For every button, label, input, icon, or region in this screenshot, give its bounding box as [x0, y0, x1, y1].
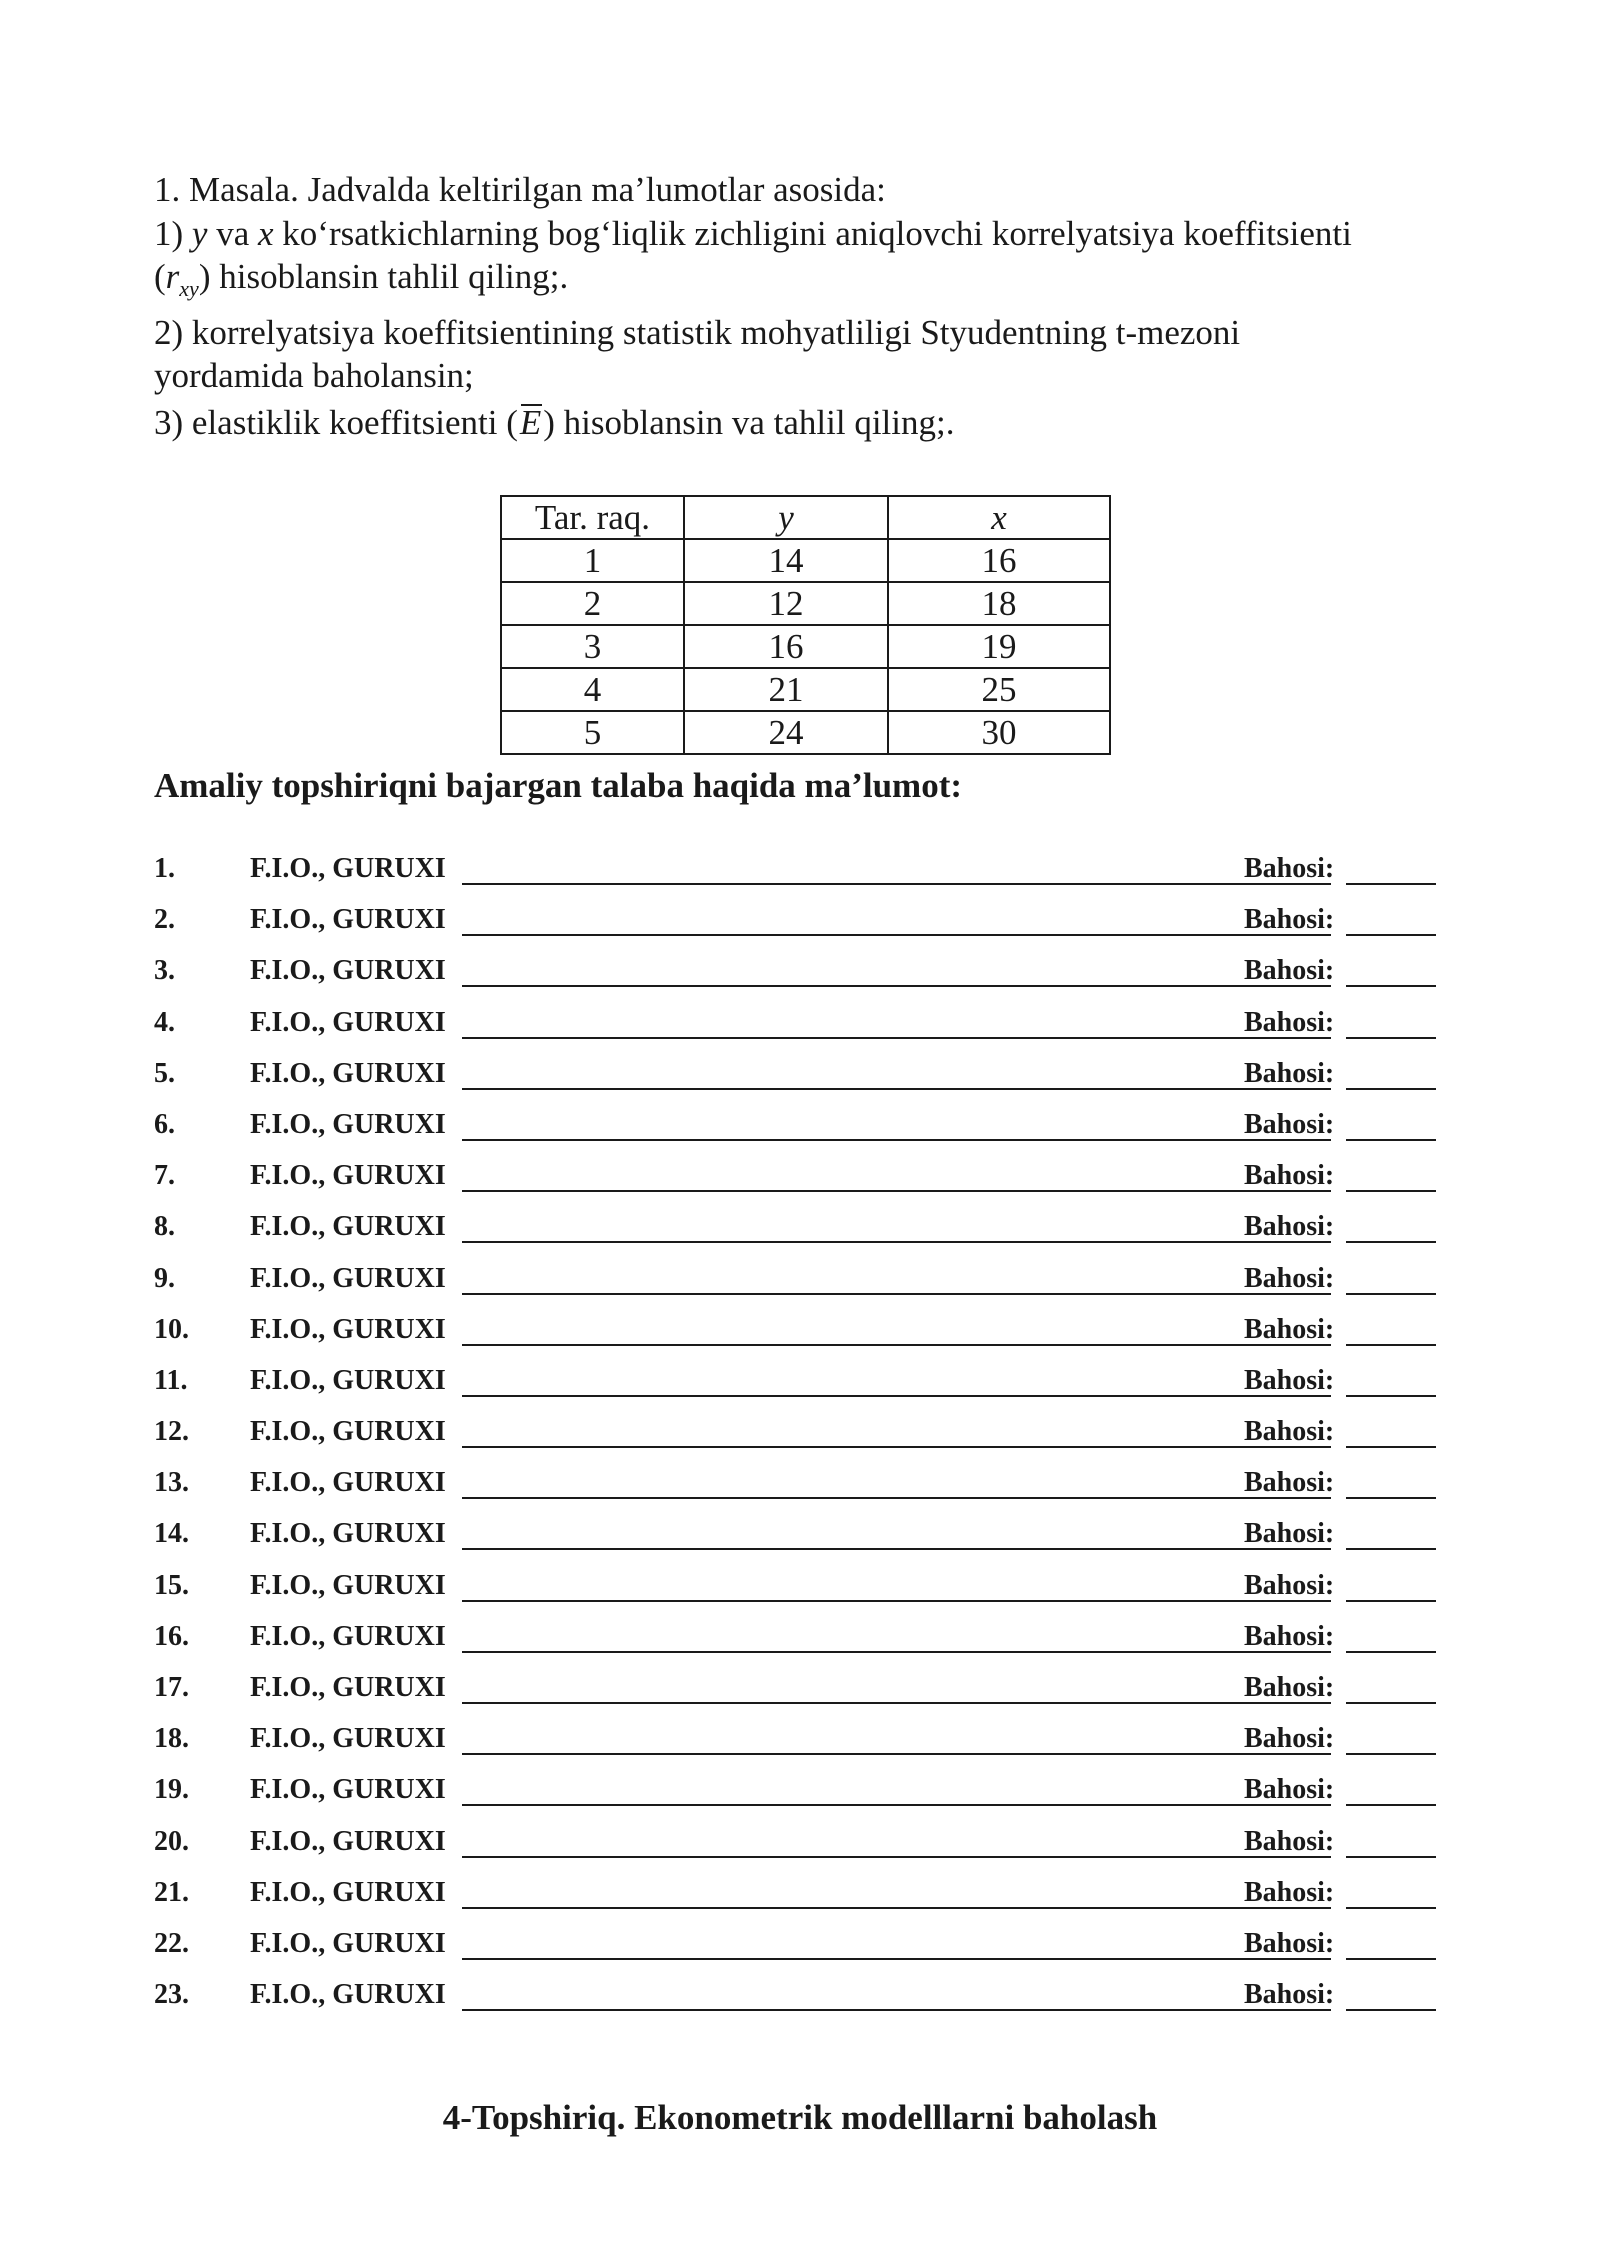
- task-line-2-end: ko‘rsatkichlarning bog‘liqlik zichligini aniqlovchi korrelyatsiya koeffitsienti: [273, 213, 1352, 253]
- table-row: [501, 711, 1110, 754]
- row-number: 16.: [154, 1620, 189, 1652]
- task-line-2: [154, 212, 1474, 256]
- table-header-cell: y: [684, 496, 888, 539]
- grade-label: Bahosi:: [1244, 1518, 1335, 1550]
- task-description: [154, 168, 1474, 444]
- student-row: [154, 1979, 1454, 2030]
- grade-input-line[interactable]: [1346, 1241, 1436, 1243]
- table-cell: 18: [888, 582, 1110, 625]
- grade-input-line[interactable]: [1346, 883, 1436, 885]
- grade-label: Bahosi:: [1244, 1006, 1335, 1038]
- task-line-6: [154, 401, 1474, 445]
- grade-label: Bahosi:: [1244, 955, 1335, 987]
- table-row: [501, 539, 1110, 582]
- fio-input-line[interactable]: [462, 1344, 1331, 1346]
- fio-label: F.I.O., GURUXI: [250, 1979, 446, 2011]
- table-header-cell: Tar. raq.: [501, 496, 684, 539]
- task-line-2-mid: va: [207, 213, 258, 253]
- row-number: 20.: [154, 1825, 189, 1857]
- grade-input-line[interactable]: [1346, 1600, 1436, 1602]
- student-row: [154, 853, 1454, 904]
- grade-input-line[interactable]: [1346, 1293, 1436, 1295]
- grade-label: Bahosi:: [1244, 1211, 1335, 1243]
- grade-input-line[interactable]: [1346, 1702, 1436, 1704]
- student-row: [154, 1314, 1454, 1365]
- row-number: 12.: [154, 1416, 189, 1448]
- fio-label: F.I.O., GURUXI: [250, 904, 446, 936]
- fio-input-line[interactable]: [462, 883, 1331, 885]
- row-number: 9.: [154, 1262, 175, 1294]
- var-y: y: [191, 213, 208, 253]
- grade-label: Bahosi:: [1244, 1057, 1335, 1089]
- data-table: [500, 495, 1111, 755]
- grade-label: Bahosi:: [1244, 1876, 1335, 1908]
- grade-label: Bahosi:: [1244, 1108, 1335, 1140]
- paren-open: (: [154, 257, 166, 296]
- row-number: 11.: [154, 1364, 188, 1396]
- student-row: [154, 1570, 1454, 1621]
- fio-label: F.I.O., GURUXI: [250, 1672, 446, 1703]
- row-number: 22.: [154, 1927, 189, 1959]
- table-cell: 1: [501, 539, 684, 582]
- fio-label: F.I.O., GURUXI: [250, 1620, 446, 1652]
- row-number: 10.: [154, 1313, 189, 1345]
- grade-input-line[interactable]: [1346, 2009, 1436, 2011]
- row-number: 5.: [154, 1057, 175, 1089]
- table-cell: 16: [888, 539, 1110, 582]
- grade-label: Bahosi:: [1244, 1723, 1335, 1755]
- table-cell: 30: [888, 711, 1110, 754]
- section-heading: Amaliy topshiriqni bajargan talaba haqida ma’lumot:: [154, 766, 963, 805]
- fio-label: F.I.O., GURUXI: [250, 1876, 446, 1908]
- grade-input-line[interactable]: [1346, 1344, 1436, 1346]
- task-line-6-end: ) hisoblansin va tahlil qiling;.: [543, 402, 955, 442]
- row-number: 4.: [154, 1006, 175, 1038]
- fio-label: F.I.O., GURUXI: [250, 1774, 446, 1806]
- student-row: [154, 955, 1454, 1006]
- fio-label: F.I.O., GURUXI: [250, 1569, 446, 1601]
- grade-input-line[interactable]: [1346, 1088, 1436, 1090]
- grade-input-line[interactable]: [1346, 1037, 1436, 1039]
- student-row: [154, 1467, 1454, 1518]
- fio-input-line[interactable]: [462, 1907, 1331, 1909]
- fio-label: F.I.O., GURUXI: [250, 1927, 446, 1959]
- grade-label: Bahosi:: [1244, 853, 1335, 884]
- grade-label: Bahosi:: [1244, 1569, 1335, 1601]
- student-row: [154, 1723, 1454, 1774]
- row-number: 23.: [154, 1979, 189, 2011]
- row-number: 13.: [154, 1467, 189, 1499]
- fio-label: F.I.O., GURUXI: [250, 1467, 446, 1499]
- grade-input-line[interactable]: [1346, 1753, 1436, 1755]
- grade-input-line[interactable]: [1346, 1548, 1436, 1550]
- fio-label: F.I.O., GURUXI: [250, 1518, 446, 1550]
- table-row: [501, 582, 1110, 625]
- fio-input-line[interactable]: [462, 1497, 1331, 1499]
- fio-input-line[interactable]: [462, 1600, 1331, 1602]
- table-cell: 25: [888, 668, 1110, 711]
- table-cell: 21: [684, 668, 888, 711]
- grade-label: Bahosi:: [1244, 1979, 1335, 2011]
- grade-label: Bahosi:: [1244, 1927, 1335, 1959]
- row-number: 8.: [154, 1211, 175, 1243]
- table-row: [501, 668, 1110, 711]
- student-row: [154, 1007, 1454, 1058]
- student-row: [154, 1774, 1454, 1825]
- table-cell: 2: [501, 582, 684, 625]
- fio-label: F.I.O., GURUXI: [250, 1723, 446, 1755]
- grade-label: Bahosi:: [1244, 1672, 1335, 1703]
- fio-input-line[interactable]: [462, 1702, 1331, 1704]
- fio-input-line[interactable]: [462, 1139, 1331, 1141]
- grade-label: Bahosi:: [1244, 1620, 1335, 1652]
- task-line-3: [154, 255, 1474, 311]
- fio-label: F.I.O., GURUXI: [250, 1262, 446, 1294]
- student-row: [154, 1211, 1454, 1262]
- grade-input-line[interactable]: [1346, 1856, 1436, 1858]
- student-list: [154, 853, 1454, 2030]
- fio-input-line[interactable]: [462, 1088, 1331, 1090]
- fio-input-line[interactable]: [462, 1548, 1331, 1550]
- student-row: [154, 1621, 1454, 1672]
- grade-label: Bahosi:: [1244, 1160, 1335, 1192]
- grade-label: Bahosi:: [1244, 1774, 1335, 1806]
- grade-input-line[interactable]: [1346, 1395, 1436, 1397]
- fio-label: F.I.O., GURUXI: [250, 1006, 446, 1038]
- row-number: 3.: [154, 955, 175, 987]
- fio-input-line[interactable]: [462, 1241, 1331, 1243]
- table-cell: 14: [684, 539, 888, 582]
- fio-label: F.I.O., GURUXI: [250, 1160, 446, 1192]
- fio-input-line[interactable]: [462, 1395, 1331, 1397]
- row-number: 7.: [154, 1160, 175, 1192]
- task-line-3-rest: ) hisoblansin tahlil qiling;.: [198, 257, 569, 296]
- student-row: [154, 904, 1454, 955]
- table-header-cell: x: [888, 496, 1110, 539]
- fio-input-line[interactable]: [462, 1958, 1331, 1960]
- row-number: 6.: [154, 1108, 175, 1140]
- table-cell: 16: [684, 625, 888, 668]
- grade-input-line[interactable]: [1346, 1958, 1436, 1960]
- student-row: [154, 1877, 1454, 1928]
- grade-label: Bahosi:: [1244, 1313, 1335, 1345]
- table-header-row: [501, 496, 1110, 539]
- fio-input-line[interactable]: [462, 1651, 1331, 1653]
- fio-input-line[interactable]: [462, 1856, 1331, 1858]
- grade-input-line[interactable]: [1346, 1804, 1436, 1806]
- fio-input-line[interactable]: [462, 2009, 1331, 2011]
- task-line-1: 1. Masala. Jadvalda keltirilgan ma’lumotlar asosida:: [154, 170, 886, 209]
- fio-label: F.I.O., GURUXI: [250, 1825, 446, 1857]
- fio-label: F.I.O., GURUXI: [250, 955, 446, 987]
- task-line-4: 2) korrelyatsiya koeffitsientining statistik mohyatliligi Styudentning t-mezoni: [154, 312, 1241, 352]
- row-number: 15.: [154, 1569, 189, 1601]
- row-number: 17.: [154, 1672, 189, 1703]
- student-row: [154, 1416, 1454, 1467]
- grade-input-line[interactable]: [1346, 1907, 1436, 1909]
- table-row: [501, 625, 1110, 668]
- grade-input-line[interactable]: [1346, 934, 1436, 936]
- grade-label: Bahosi:: [1244, 1262, 1335, 1294]
- fio-input-line[interactable]: [462, 1190, 1331, 1192]
- row-number: 1.: [154, 853, 175, 884]
- fio-label: F.I.O., GURUXI: [250, 1416, 446, 1448]
- fio-input-line[interactable]: [462, 1804, 1331, 1806]
- table-cell: 24: [684, 711, 888, 754]
- grade-label: Bahosi:: [1244, 1467, 1335, 1499]
- student-row: [154, 1928, 1454, 1979]
- student-row: [154, 1109, 1454, 1160]
- fio-label: F.I.O., GURUXI: [250, 1364, 446, 1396]
- row-number: 18.: [154, 1723, 189, 1755]
- table-cell: 3: [501, 625, 684, 668]
- grade-label: Bahosi:: [1244, 904, 1335, 936]
- row-number: 19.: [154, 1774, 189, 1806]
- var-r-subscript: xy: [179, 276, 199, 301]
- task-line-6-start: 3) elastiklik koeffitsienti (: [154, 402, 518, 442]
- row-number: 14.: [154, 1518, 189, 1550]
- grade-label: Bahosi:: [1244, 1416, 1335, 1448]
- var-e-bar: E: [518, 401, 543, 445]
- grade-label: Bahosi:: [1244, 1364, 1335, 1396]
- fio-input-line[interactable]: [462, 1293, 1331, 1295]
- fio-input-line[interactable]: [462, 1446, 1331, 1448]
- table-cell: 12: [684, 582, 888, 625]
- task-line-5: yordamida baholansin;: [154, 356, 474, 395]
- fio-input-line[interactable]: [462, 985, 1331, 987]
- row-number: 2.: [154, 904, 175, 936]
- table-cell: 4: [501, 668, 684, 711]
- grade-input-line[interactable]: [1346, 1497, 1436, 1499]
- footer-title: 4-Topshiriq. Ekonometrik modelllarni baholash: [442, 2098, 1158, 2137]
- row-number: 21.: [154, 1876, 189, 1908]
- fio-input-line[interactable]: [462, 934, 1331, 936]
- grade-input-line[interactable]: [1346, 1446, 1436, 1448]
- table-cell: 5: [501, 711, 684, 754]
- grade-input-line[interactable]: [1346, 985, 1436, 987]
- student-row: [154, 1160, 1454, 1211]
- fio-label: F.I.O., GURUXI: [250, 1211, 446, 1243]
- table-cell: 19: [888, 625, 1110, 668]
- student-row: [154, 1263, 1454, 1314]
- grade-input-line[interactable]: [1346, 1190, 1436, 1192]
- var-r: r: [165, 257, 180, 296]
- grade-input-line[interactable]: [1346, 1651, 1436, 1653]
- var-x: x: [258, 213, 274, 253]
- fio-label: F.I.O., GURUXI: [250, 1108, 446, 1140]
- task-line-2-start: 1): [154, 213, 192, 253]
- fio-label: F.I.O., GURUXI: [250, 1057, 446, 1089]
- student-row: [154, 1058, 1454, 1109]
- grade-label: Bahosi:: [1244, 1825, 1335, 1857]
- fio-input-line[interactable]: [462, 1037, 1331, 1039]
- student-row: [154, 1826, 1454, 1877]
- fio-input-line[interactable]: [462, 1753, 1331, 1755]
- grade-input-line[interactable]: [1346, 1139, 1436, 1141]
- fio-label: F.I.O., GURUXI: [250, 853, 446, 884]
- student-row: [154, 1672, 1454, 1723]
- student-row: [154, 1365, 1454, 1416]
- fio-label: F.I.O., GURUXI: [250, 1313, 446, 1345]
- student-row: [154, 1518, 1454, 1569]
